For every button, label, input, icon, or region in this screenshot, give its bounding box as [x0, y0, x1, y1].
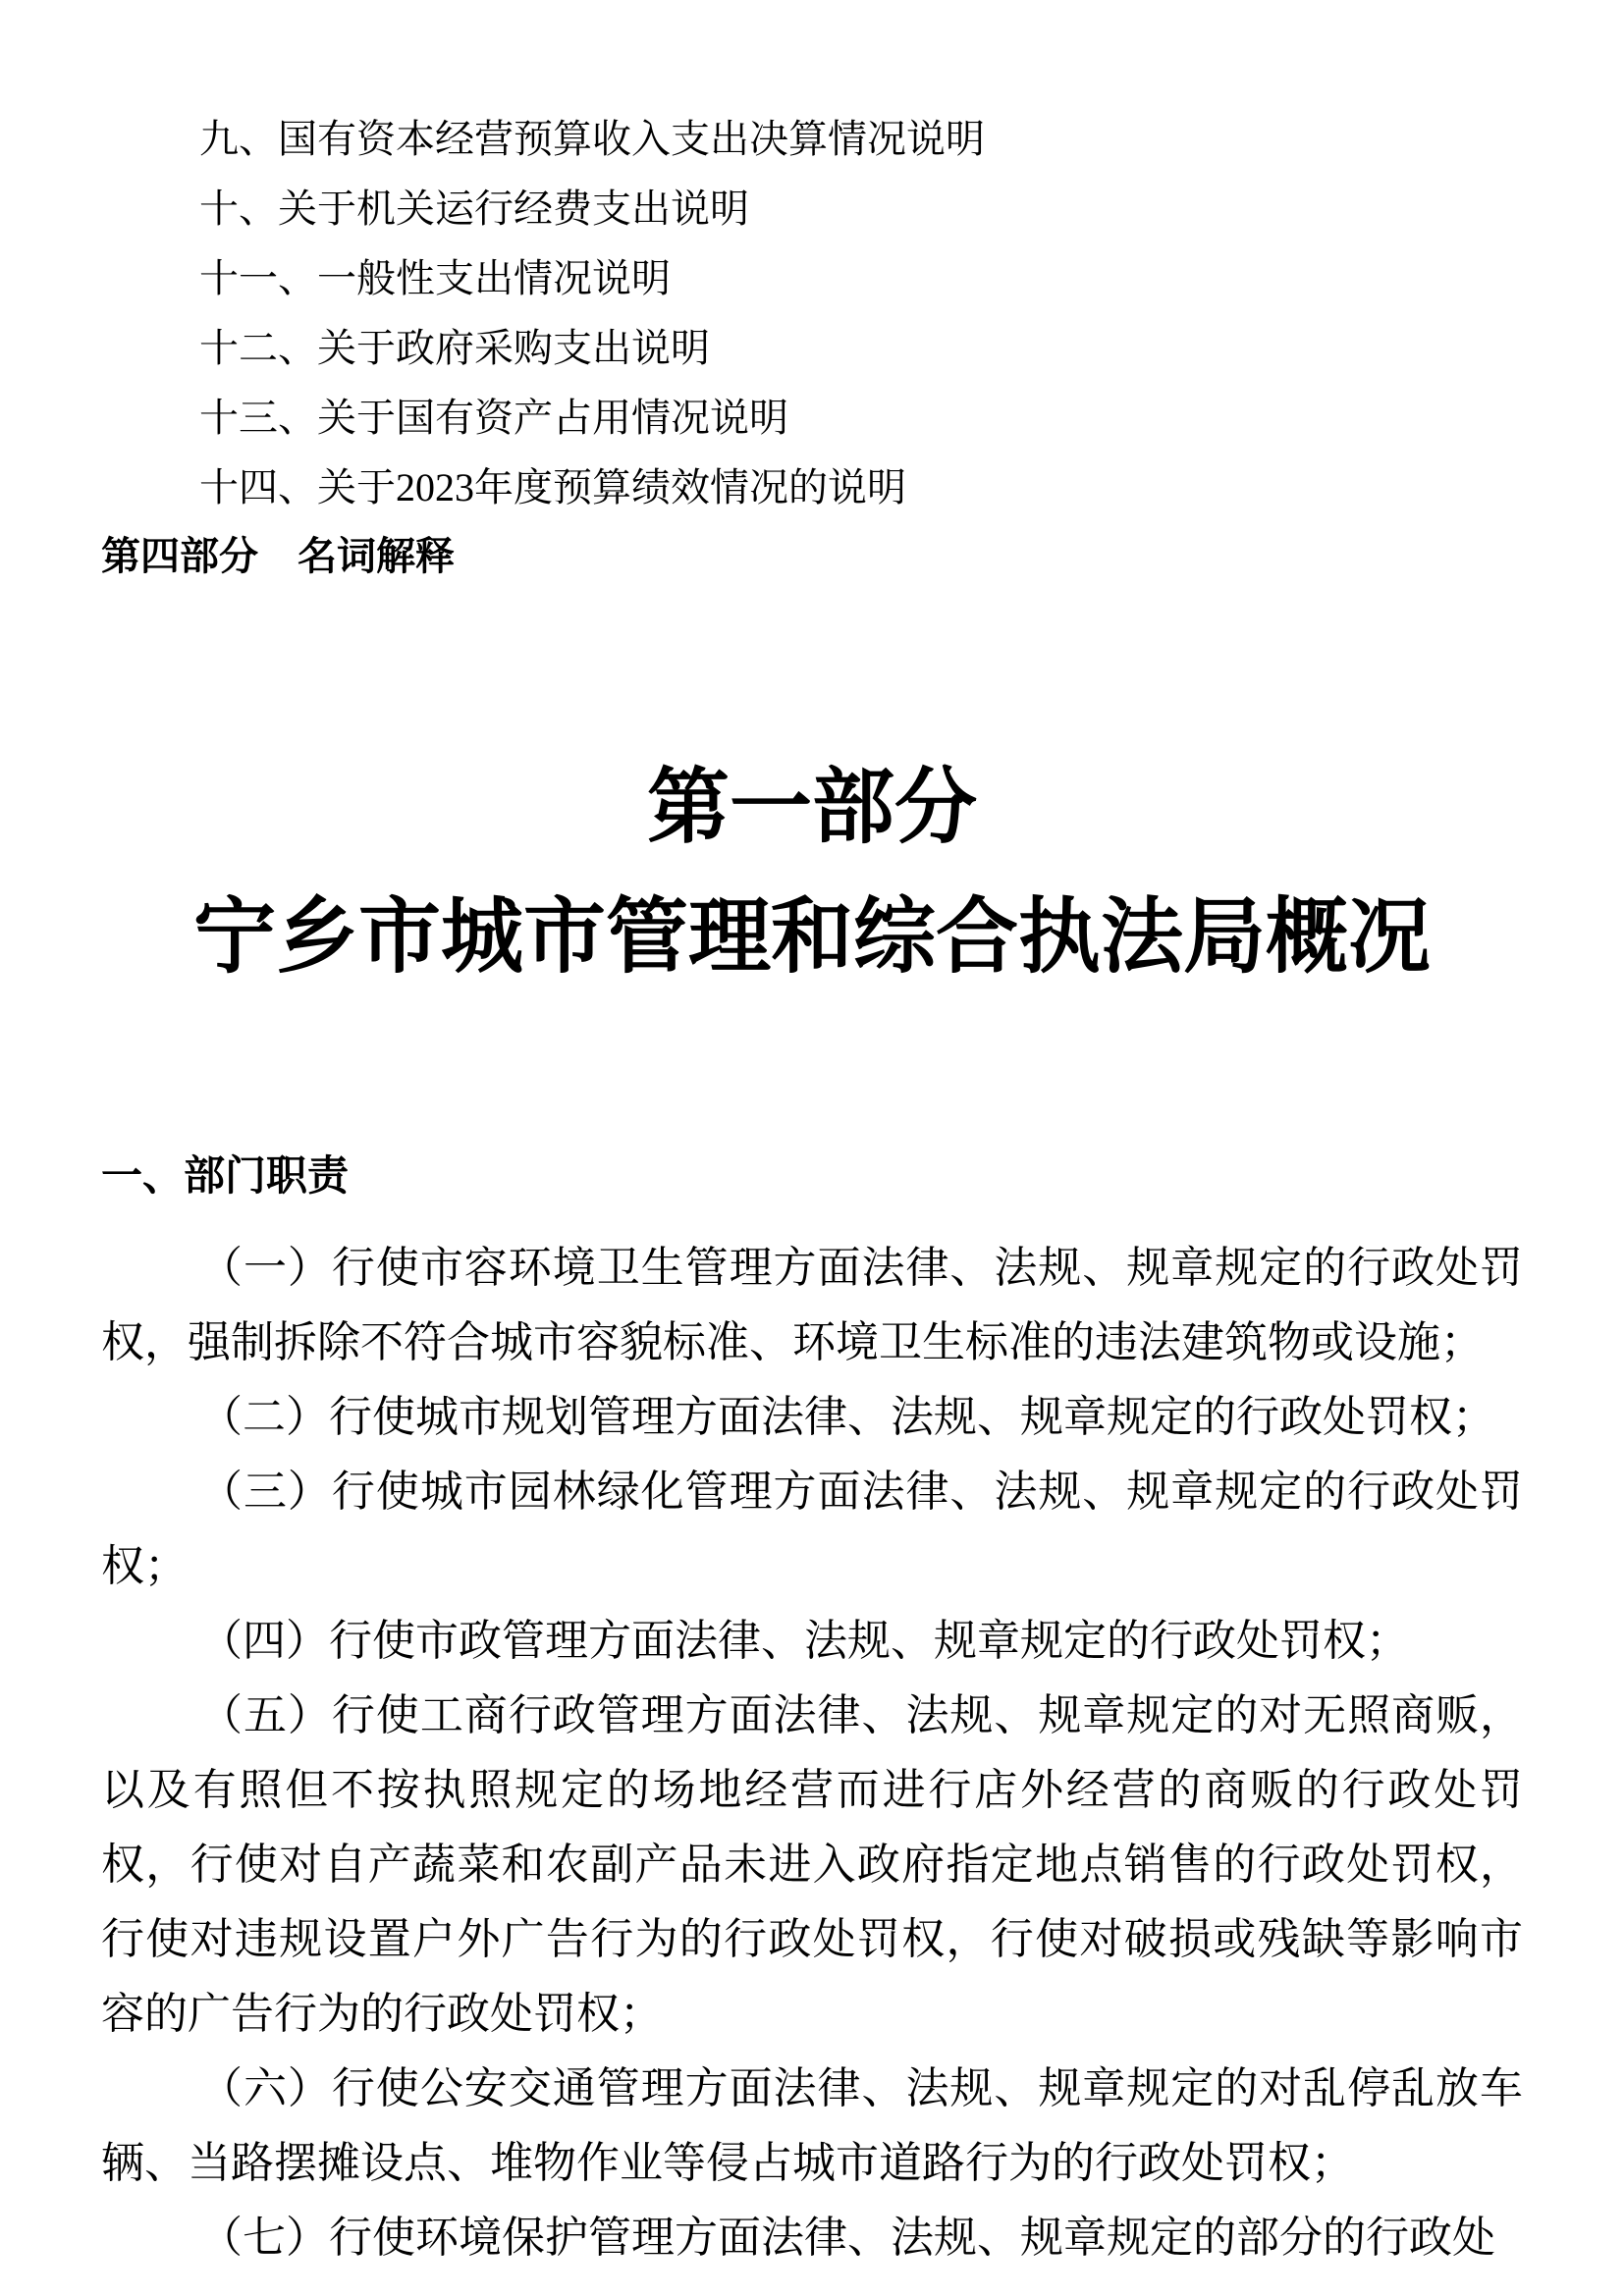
duties-paragraph: （一）行使市容环境卫生管理方面法律、法规、规章规定的行政处罚权，强制拆除不符合城市容貌标准、环境卫生标准的违法建筑物或设施； — [101, 1244, 1523, 1366]
duties-paragraph: （四）行使市政管理方面法律、法规、规章规定的行政处罚权； — [199, 1617, 1409, 1665]
part4-heading: 第四部分 名词解释 — [101, 535, 455, 578]
toc-list — [101, 104, 1523, 522]
duties-section-heading: 一、部门职责 — [101, 1152, 350, 1199]
duties-paragraph: （五）行使工商行政管理方面法律、法规、规章规定的对无照商贩，以及有照但不按执照规定的场地经营而进行店外经营的商贩的行政处罚权，行使对自产蔬菜和农副产品未进入政府指定地点销售的行政处罚权，行使对违规设置户外广告行为的行政处罚权，行使对破损或残缺等影响市容的广告行为的行政处罚权； — [101, 1691, 1523, 2038]
toc-item: 十、关于机关运行经费支出说明 — [199, 187, 749, 231]
toc-item: 十一、一般性支出情况说明 — [199, 256, 671, 300]
part-title-line2: 宁乡市城市管理和综合执法局概况 — [192, 892, 1431, 984]
duties-paragraph: （三）行使城市园林绿化管理方面法律、法规、规章规定的行政处罚权； — [101, 1468, 1523, 1590]
duties-paragraph-list — [101, 1231, 1523, 2275]
duties-paragraph: （七）行使环境保护管理方面法律、法规、规章规定的部分的行政处 — [199, 2214, 1495, 2262]
duties-paragraph: （二）行使城市规划管理方面法律、法规、规章规定的行政处罚权； — [199, 1393, 1495, 1441]
duties-paragraph: （六）行使公安交通管理方面法律、法规、规章规定的对乱停乱放车辆、当路摆摊设点、堆物作业等侵占城市道路行为的行政处罚权； — [101, 2064, 1523, 2187]
part-title-line1: 第一部分 — [646, 763, 977, 854]
toc-item: 十三、关于国有资产占用情况说明 — [199, 396, 788, 440]
part-title — [101, 744, 1523, 1003]
toc-item: 九、国有资本经营预算收入支出决算情况说明 — [199, 117, 985, 161]
toc-item: 十二、关于政府采购支出说明 — [199, 326, 710, 370]
toc-item: 十四、关于2023年度预算绩效情况的说明 — [199, 465, 906, 509]
